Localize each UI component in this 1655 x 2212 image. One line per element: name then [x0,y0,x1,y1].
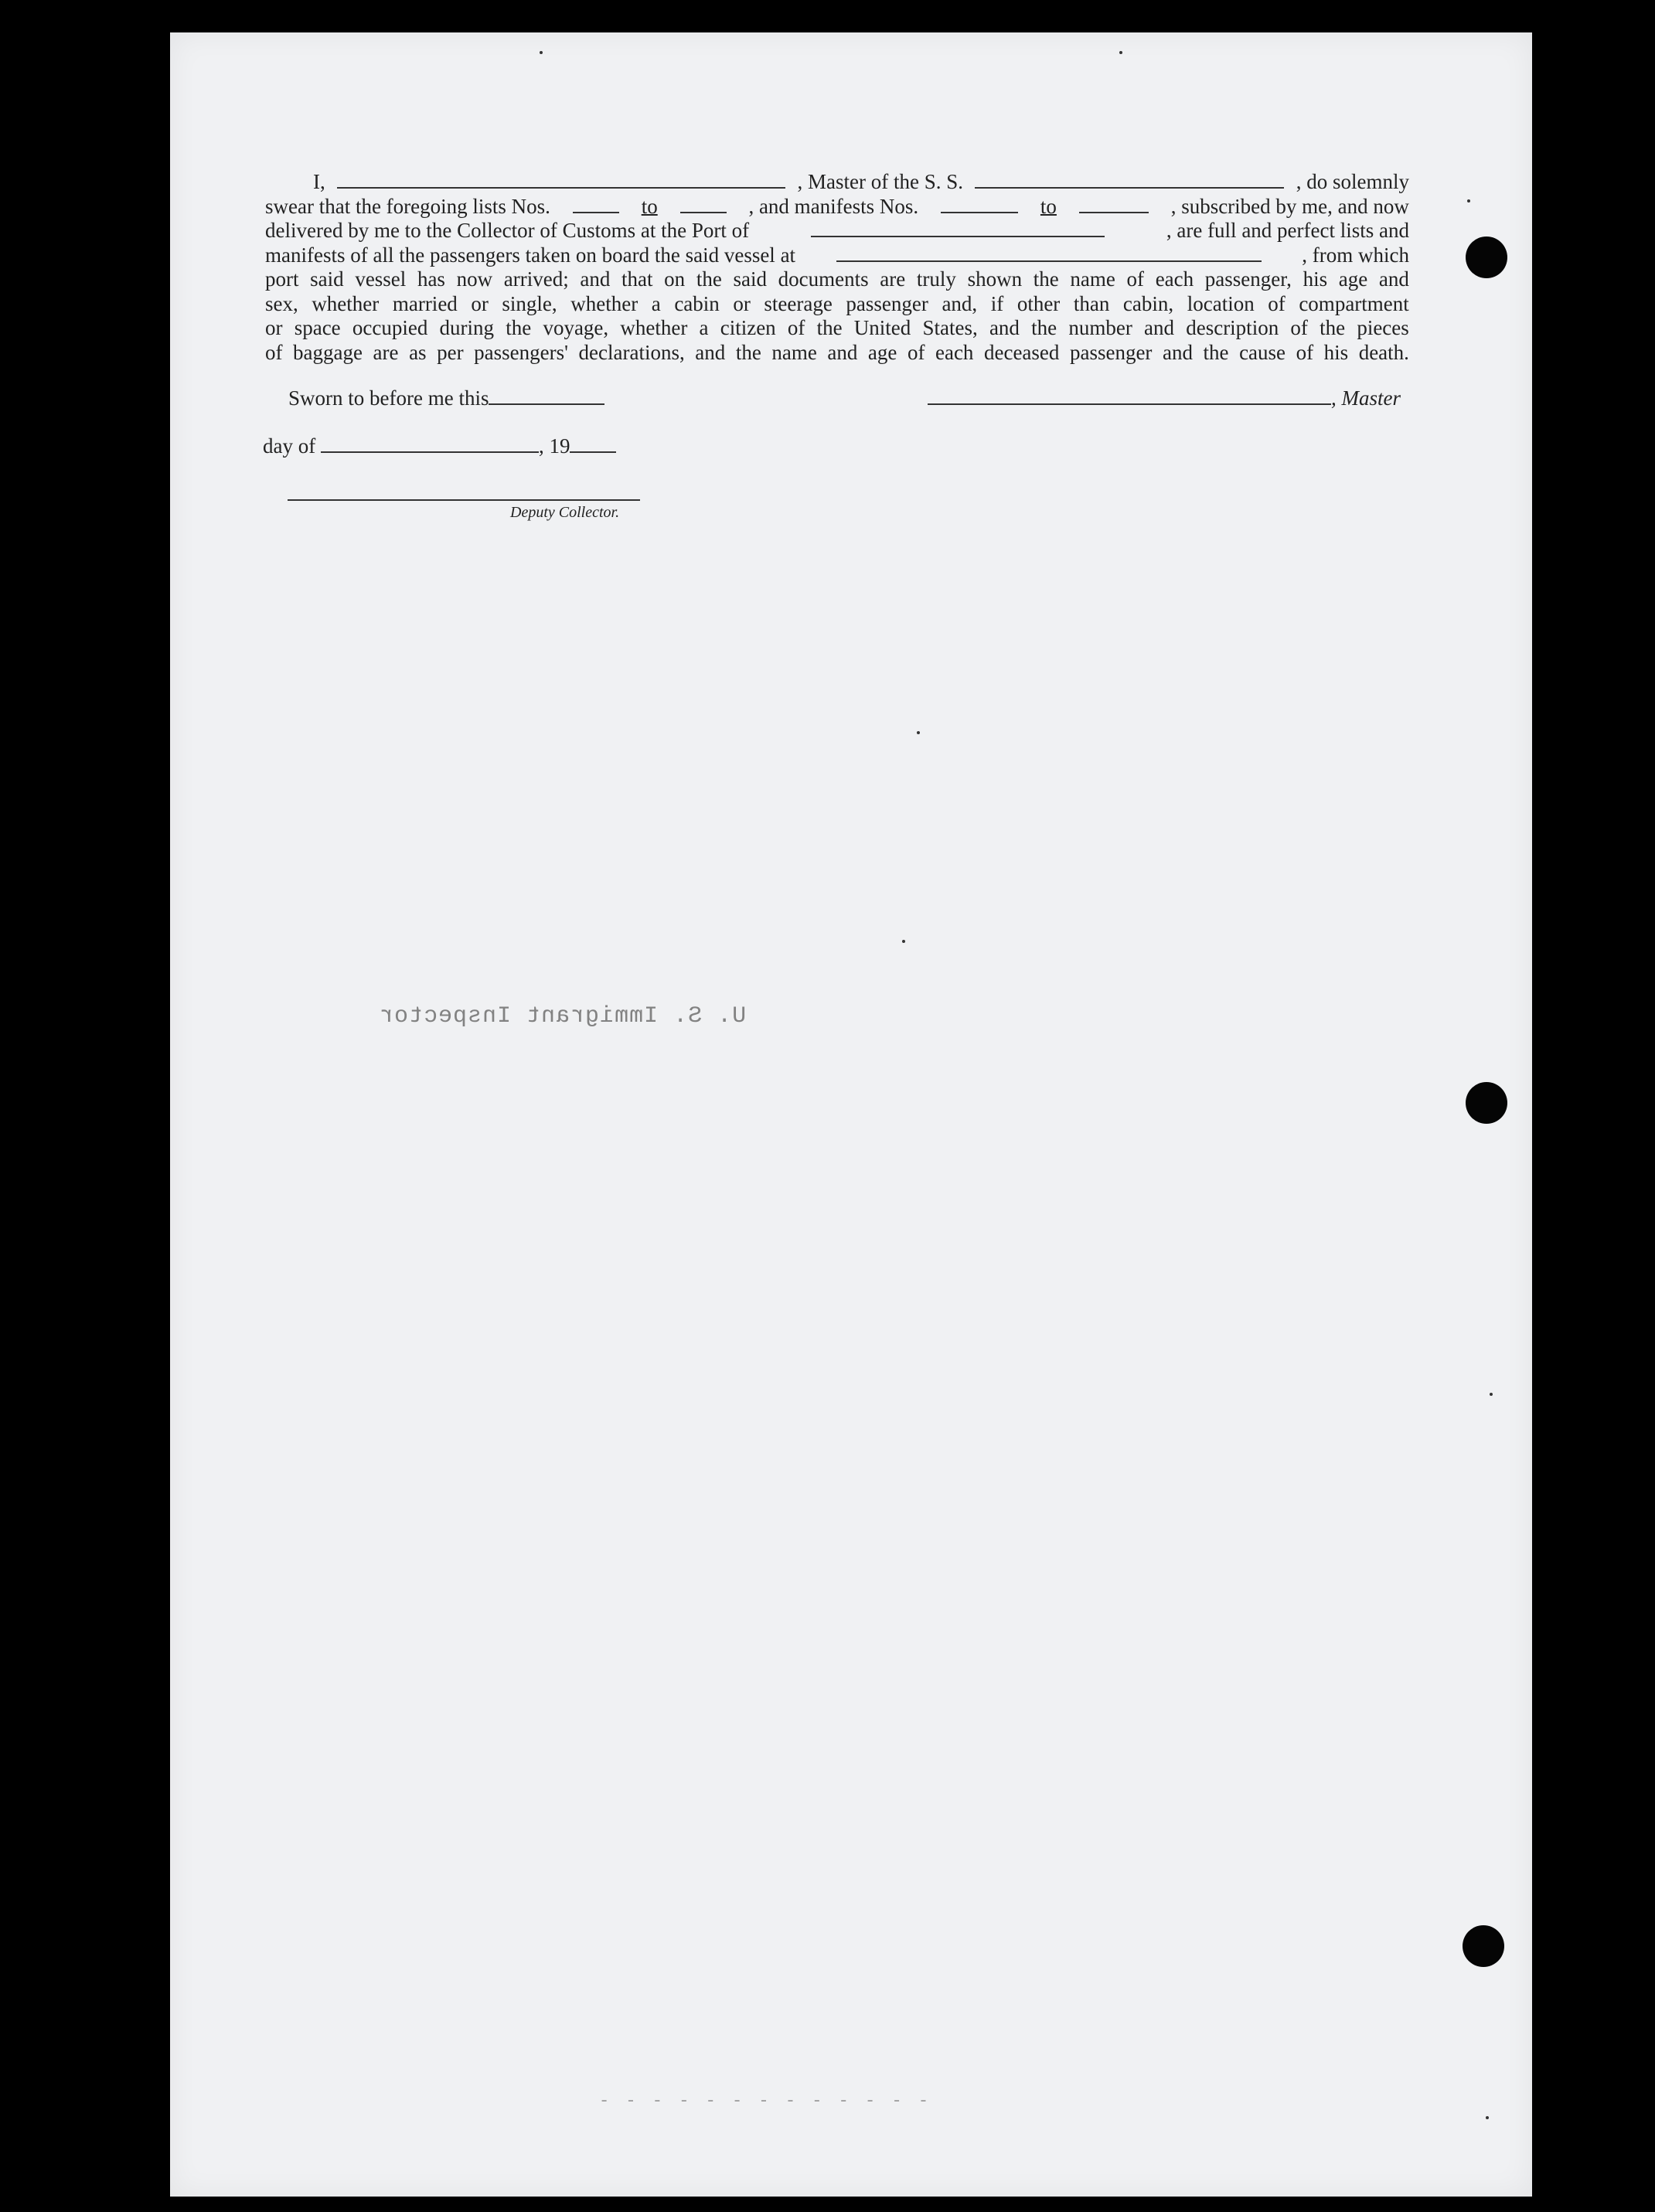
word: passenger [1069,340,1153,364]
punch-hole-middle [1466,1082,1507,1124]
master-name-blank [337,170,785,189]
word: whether [312,291,380,315]
word: the [735,340,761,364]
word: cause [1239,340,1286,364]
word: his [1323,340,1349,364]
word: of [787,316,805,339]
word: voyage, [543,316,609,339]
word: said [310,267,344,291]
word: and [580,267,611,291]
word: of [907,340,925,364]
word: are [880,267,906,291]
word: name [771,340,817,364]
footer-dashes: - - - - - - - - - - - - - [599,2091,932,2111]
word: documents [778,267,869,291]
word: the [1203,340,1229,364]
oath-line-2: swear that the foregoing lists Nos. to , and manifests Nos. to , subscribed by me, and now [265,194,1409,218]
speck [1119,51,1122,54]
deputy-collector-label: Deputy Collector. [510,504,620,521]
word: description [1186,316,1279,339]
word: the [816,316,843,339]
word: arrived; [503,267,569,291]
word: number [1068,316,1132,339]
word: and [1378,267,1409,291]
word: cabin, [1122,291,1174,315]
word: name [1070,267,1115,291]
speck [540,51,543,54]
word: passengers' [474,340,568,364]
word: the [1033,267,1059,291]
list-from-blank [573,195,619,213]
word: single, [502,291,557,315]
word: or [471,291,489,315]
word: citizen [720,316,776,339]
word: has [417,267,445,291]
manifest-to-blank [1079,195,1149,213]
word: during [439,316,495,339]
word: other [1016,291,1061,315]
word: the [1031,316,1057,339]
word: passenger, [1204,267,1292,291]
word: or [733,291,751,315]
vessel-name-blank [975,170,1284,189]
oath-line-8 [265,341,1409,366]
word: death. [1358,340,1409,364]
word: baggage [293,340,363,364]
word: if [990,291,1004,315]
oath-line-1: I, , Master of the S. S. , do solemnly [313,170,1409,193]
master-signature-blank [928,386,1331,405]
word: sex, [265,291,298,315]
speck [917,731,920,734]
year-blank [570,434,616,453]
word: of [1296,340,1314,364]
word: of [1290,316,1308,339]
word: and [695,340,726,364]
word: age [1338,267,1368,291]
word: the [1320,316,1346,339]
oath-line-6 [265,292,1409,317]
word: truly [916,267,956,291]
word: per [437,340,464,364]
word: each [1155,267,1194,291]
punch-hole-bottom [1463,1925,1504,1967]
port-blank [811,219,1105,237]
speck [902,940,905,943]
embarkation-port-blank [836,243,1262,262]
word: as [409,340,427,364]
word: pieces [1357,316,1409,339]
word: States, [922,316,978,339]
word: a [699,316,709,339]
word: said [733,267,767,291]
speck [1486,2116,1489,2119]
word: steerage [764,291,833,315]
word: on [664,267,686,291]
word: and [989,316,1020,339]
word: whether [570,291,639,315]
oath-paragraph [265,170,1409,365]
punch-hole-top [1466,237,1507,278]
word: now [456,267,493,291]
sworn-line: Sworn to before me this [288,386,604,410]
word: of [265,340,283,364]
oath-line-5 [265,267,1409,292]
word: United [853,316,911,339]
day-of-line: day of , 19 [263,434,616,458]
word: whether [620,316,688,339]
word: declarations, [578,340,685,364]
oath-line-3: delivered by me to the Collector of Customs at the Port of , are full and perfect lists and [265,219,1409,242]
word: passenger [846,291,928,315]
word: each [935,340,974,364]
word: of [1126,267,1145,291]
word: port [265,267,299,291]
word: and, [942,291,978,315]
month-blank [321,434,539,453]
word: occupied [352,316,428,339]
word: that [621,267,653,291]
word: the [506,316,532,339]
word: and [827,340,858,364]
word: his [1303,267,1328,291]
word: and [1162,340,1193,364]
word: the [696,267,722,291]
word: a [651,291,661,315]
word: vessel [355,267,407,291]
word: or [265,316,283,339]
word: and [1144,316,1175,339]
manifest-from-blank [941,195,1018,213]
word: than [1073,291,1110,315]
speck [1490,1393,1493,1396]
oath-line-4: manifests of all the passengers taken on board the said vessel at , from which [265,243,1409,267]
sworn-date-blank [489,386,604,405]
master-signature-line: , Master [928,386,1401,410]
oath-line-7 [265,316,1409,341]
word: shown [967,267,1023,291]
word: compartment [1299,291,1409,315]
immigrant-inspector-stamp: U. S. Immigrant Inspector [379,1003,747,1029]
list-to-blank [680,195,727,213]
word: deceased [983,340,1060,364]
word: space [294,316,341,339]
word: age [867,340,897,364]
word: location [1187,291,1255,315]
speck [1467,199,1470,202]
deputy-collector-signature-line [288,499,640,501]
word: cabin [674,291,720,315]
word: are [373,340,399,364]
word: married [392,291,458,315]
word: of [1268,291,1286,315]
